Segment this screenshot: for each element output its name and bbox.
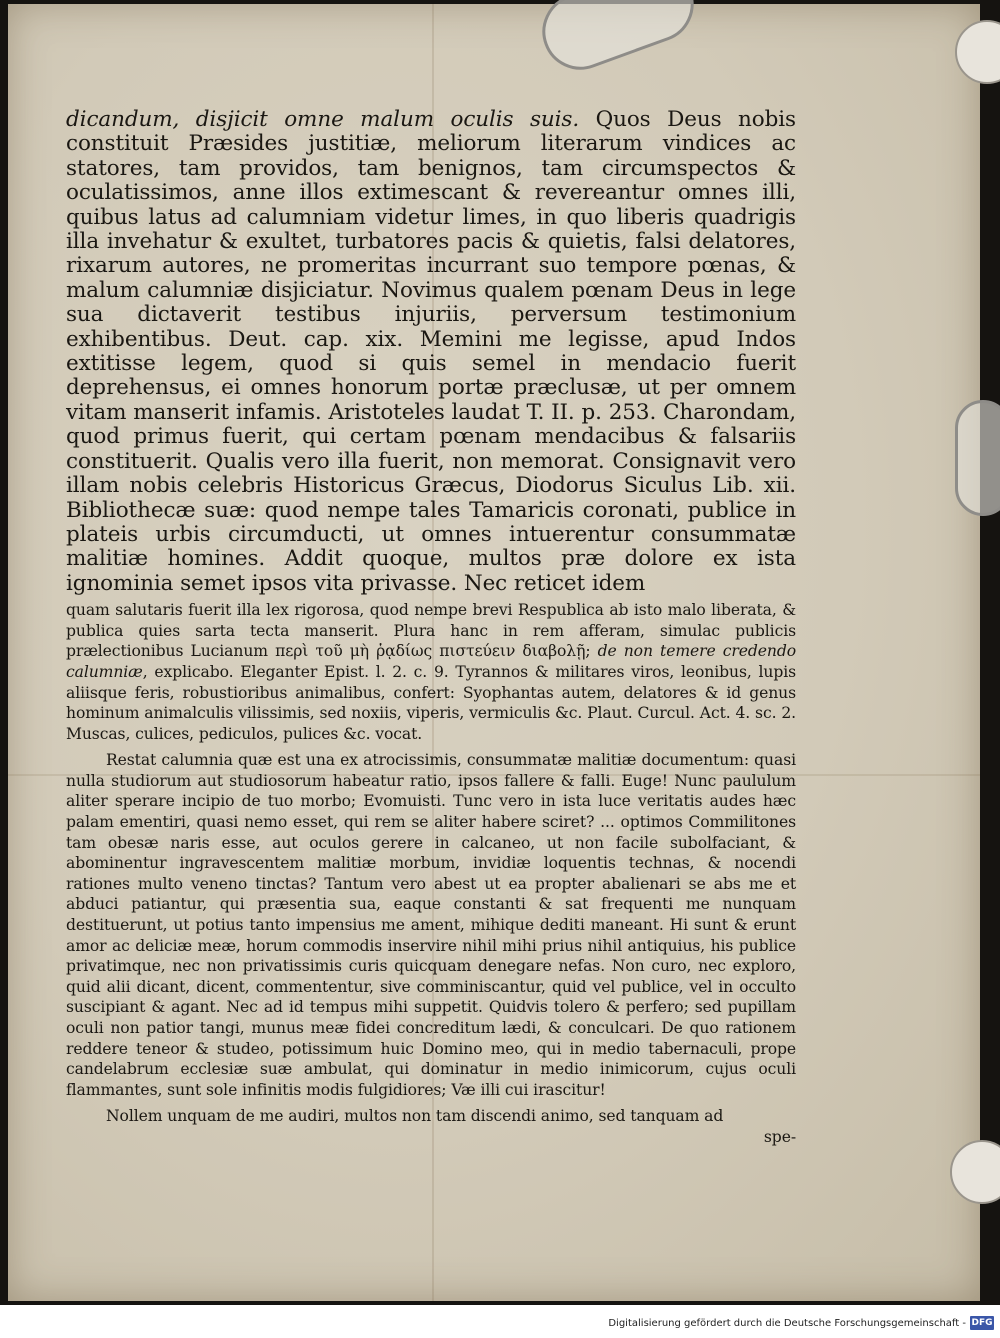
large-type-section (66, 108, 796, 596)
small-paragraph-1: quam salutaris fuerit illa lex rigorosa, quod nempe brevi Respublica ab isto malo liberata, & publica quies sarta tecta manserit. Plura hanc in rem afferam, simulac publicis prælectionibus Lucianum περὶ τοῦ μὴ ῥᾳδίως πιστεύειν διαβολῇ; de non temere credendo calumniæ, explicabo. Eleganter Epist. l. 2. c. 9. Tyrannos & militares viros, leonibus, lupis aliisque feris, robustioribus animalibus, confert: Syophantas autem, delatores & id genus hominum animalculis vilissimis, sed noxiis, viperis, vermiculis &c. Plaut. Curcul. Act. 4. sc. 2. Muscas, culices, pediculos, pulices &c. vocat. (66, 601, 796, 743)
small-paragraph-2: Restat calumnia quæ est una ex atrocissimis, consummatæ malitiæ documentum: quasi nulla studiorum aut studiosorum habeatur ratio, ipsos fallere & falli. Euge! Nunc paululum aliter sperare incipio de tuo morbo; Evomuisti. Tunc vero in ista luce veritatis audes hæc palam ementiri, quasi nemo esset, qui rem se aliter habere sciret? ... optimos Commilitones tam obesæ naris esse, aut oculos gerere in calcaneo, ut non facile subolfaciant, & abominentur ingravescentem malitiæ morbum, invidiæ loquentis technas, & nocendi rationes multo veneno tinctas? Tantum vero abest ut ea propter abalienari se abs me et abduci patiantur, qui præsentia sua, eaque constanti & sat frequenti me nunquam destituerunt, ut potius tanto impensius me ament, mihique dediti maneant. Hi sunt & erunt amor ac deliciæ meæ, horum commodis inservire nihil mihi prius nihil antiquius, his publice privatimque, nec non privatissimis curis quicquam denegare nefas. Non curo, nec exploro, quid alii dicant, dicent, commententur, sive comminiscantur, quid vel publice, vel in occulto suscipiant & agant. Nec ad id tempus mihi suppetit. Quidvis tolero & perfero; sed pupillam oculi non patior tangi, munus meæ fidei concreditum lædi, & conculcari. De quo rationem reddere teneor & studeo, potissimum huic Domino meo, qui in medio tabernaculi, prope candelabrum ecclesiæ suæ ambulat, qui dominatur in medio inimicorum, cujus oculi flammantes, sunt sole infinitis modis fulgidiores; Væ illi cui irascitur! (66, 751, 796, 1099)
binder-clip-middle (955, 400, 1000, 516)
dfg-logo: DFG (971, 1318, 993, 1328)
document-text (66, 108, 796, 1148)
small-type-section (66, 600, 796, 1147)
footer-credit: Digitalisierung gefördert durch die Deutsche Forschungsgemeinschaft - (608, 1318, 966, 1329)
small-paragraph-3: Nollem unquam de me audiri, multos non tam discendi animo, sed tanquam ad (106, 1107, 724, 1126)
large-paragraph: dicandum, disjicit omne malum oculis suis. Quos Deus nobis constituit Præsides justitiæ, meliorum literarum vindices ac statores, tam providos, tam benignos, tam circumspectos & oculatissimos, anne illos extimescant & revereantur omnes illi, quibus latus ad calumniam videtur limes, in quo liberis quadrigis illa invehatur & exultet, turbatores pacis & quietis, falsi delatores, rixarum autores, ne promeritas incurrant suo tempore pœnas, & malum calumniæ disjiciatur. Novimus qualem pœnam Deus in lege sua dictaverit testibus injuriis, perversum testimonium exhibentibus. Deut. cap. xix. Memini me legisse, apud Indos extitisse legem, quod si quis semel in mendacio fuerit deprehensus, ei omnes honorum portæ præclusæ, ut per omnem vitam manserit infamis. Aristoteles laudat T. II. p. 253. Charondam, quod primus fuerit, qui certam pœnam mendacibus & falsariis constituerit. Qualis vero illa fuerit, non memorat. Consignavit vero illam nobis celebris Historicus Græcus, Diodorus Siculus Lib. xii. Bibliothecæ suæ: quod nempe tales Tamaricis coronati, publice in plateis urbis circumducti, ut omnes intuerentur consummatæ malitiæ homines. Addit quoque, multos præ dolore ex ista ignominia semet ipsos vita privasse. Nec reticet idem (66, 107, 796, 596)
paper-page (8, 4, 980, 1301)
catchword: spe- (763, 1127, 796, 1146)
